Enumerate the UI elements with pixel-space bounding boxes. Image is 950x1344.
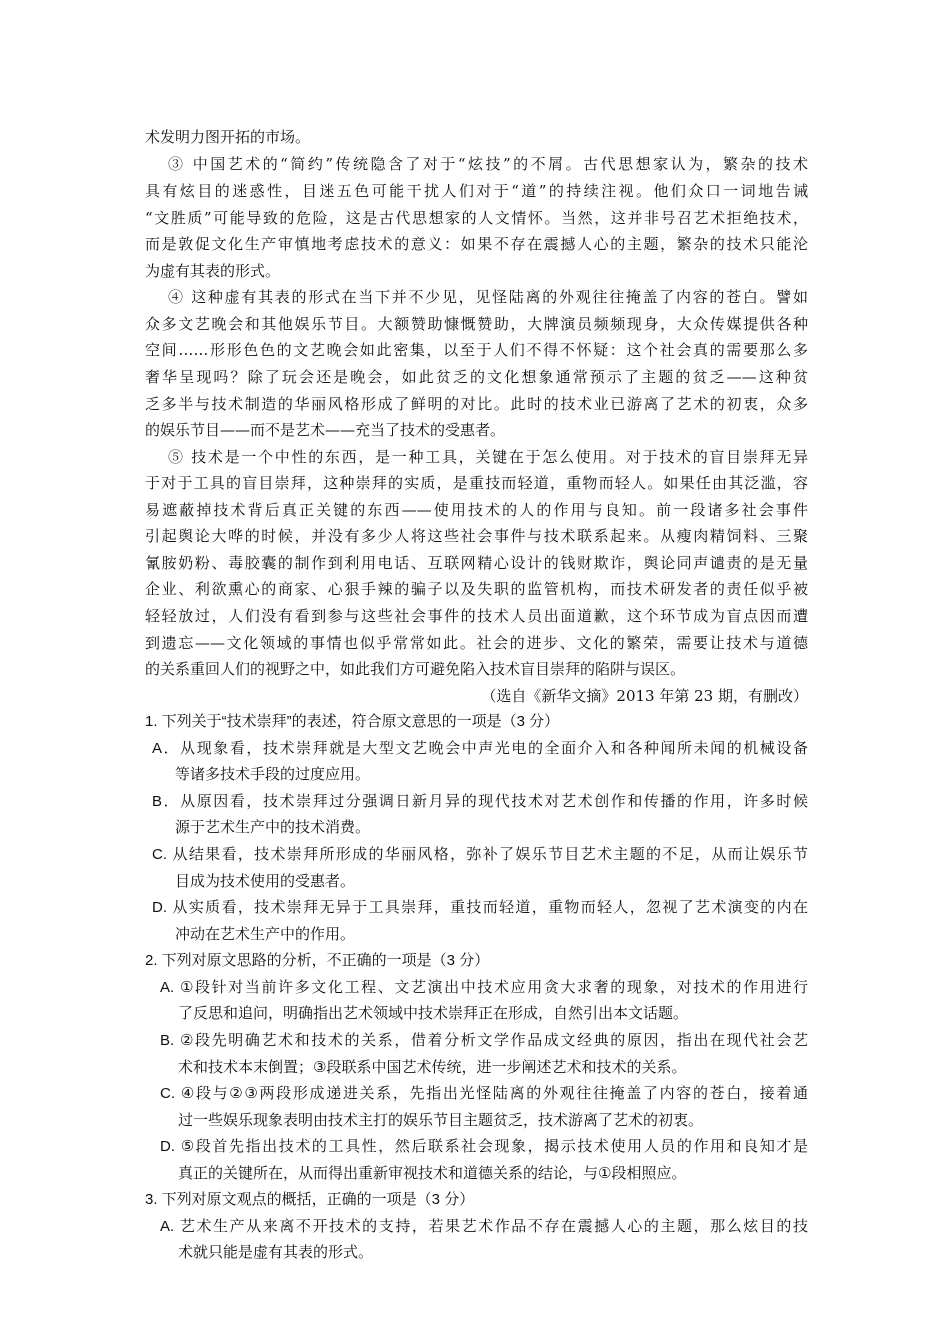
source-citation: （选自《新华文摘》2013 年第 23 期，有删改）	[481, 687, 808, 705]
question-2-option-c: C. ④段与②③两段形成递进关系，先指出光怪陆离的外观往往掩盖了内容的苍白，接着通	[160, 1085, 808, 1102]
paragraph-4-line: 空间……形形色色的文艺晚会如此密集，以至于人们不得不怀疑：这个社会真的需要那么多	[145, 341, 808, 359]
question-2-option-d: D. ⑤段首先指出技术的工具性，然后联系社会现象，揭示技术使用人员的作用和良知才是	[160, 1138, 808, 1155]
paragraph-4-line: 众多文艺晚会和其他娱乐节目。大额赞助慷慨赞助，大牌演员频频现身，大众传媒提供各种	[145, 315, 808, 333]
question-1-option-d: D. 从实质看，技术崇拜无异于工具崇拜，重技而轻道，重物而轻人，忽视了艺术演变的内在	[152, 899, 808, 916]
question-1-option-b-cont: 源于艺术生产中的技术消费。	[175, 819, 371, 836]
paragraph-4-line: ④ 这种虚有其表的形式在当下并不少见，见怪陆离的外观往往掩盖了内容的苍白。譬如	[168, 288, 808, 306]
question-1-option-a-cont: 等诸多技术手段的过度应用。	[175, 766, 371, 783]
paragraph-3-line: 具有炫目的迷惑性，目迷五色可能干扰人们对于“道”的持续注视。他们众口一词地告诫	[145, 182, 808, 200]
paragraph-3-line: “文胜质”可能导致的危险，这是古代思想家的人文情怀。当然，这并非号召艺术拒绝技术，	[145, 209, 808, 227]
paragraph-5-line: 企业、利欲熏心的商家、心狠手辣的骗子以及失职的监管机构，而技术研发者的责任似乎被	[145, 580, 808, 598]
question-1-option-b: B．从原因看，技术崇拜过分强调日新月异的现代技术对艺术创作和传播的作用，许多时候	[152, 793, 808, 810]
paragraph-5-line: 于对于工具的盲目崇拜，这种崇拜的实质，是重技而轻道，重物而轻人。如果任由其泛滥，容	[145, 474, 808, 492]
paragraph-5-line: 氰胺奶粉、毒胶囊的制作到利用电话、互联网精心设计的钱财欺诈，舆论同声谴责的是无量	[145, 554, 808, 572]
paragraph-3-line: 为虚有其表的形式。	[145, 262, 281, 280]
question-2-option-c-cont: 过一些娱乐现象表明由技术主打的娱乐节目主题贫乏，技术游离了艺术的初衷。	[178, 1112, 704, 1129]
paragraph-5-line: ⑤ 技术是一个中性的东西，是一种工具，关键在于怎么使用。对于技术的盲目崇拜无异	[168, 448, 808, 466]
paragraph-2-end: 术发明力图开拓的市场。	[145, 128, 311, 146]
question-1-option-c-cont: 目成为技术使用的受惠者。	[175, 873, 356, 890]
paragraph-5-line: 易遮蔽掉技术背后真正关键的东西——使用技术的人的作用与良知。前一段诸多社会事件	[145, 501, 808, 519]
question-3-stem: 3. 下列对原文观点的概括，正确的一项是（3 分）	[145, 1191, 475, 1208]
paragraph-4-line: 的娱乐节目——而不是艺术——充当了技术的受惠者。	[145, 421, 506, 439]
paragraph-5-line: 引起舆论大哗的时候，并没有多少人将这些社会事件与技术联系起来。从瘦肉精饲料、三聚	[145, 527, 808, 545]
question-2-option-d-cont: 真正的关键所在，从而得出重新审视技术和道德关系的结论，与①段相照应。	[178, 1165, 687, 1182]
question-1-option-c: C. 从结果看，技术崇拜所形成的华丽风格，弥补了娱乐节目艺术主题的不足，从而让娱乐节	[152, 846, 808, 863]
paragraph-4-line: 奢华呈现吗？除了玩会还是晚会，如此贫乏的文化想象通常预示了主题的贫乏——这种贫	[145, 368, 808, 386]
question-1-stem: 1. 下列关于“技术崇拜”的表述，符合原文意思的一项是（3 分）	[145, 713, 560, 730]
question-1-option-a: A．从现象看，技术崇拜就是大型文艺晚会中声光电的全面介入和各种闻所未闻的机械设备	[152, 740, 808, 757]
question-2-option-b: B. ②段先明确艺术和技术的关系，借着分析文学作品成文经典的原因，指出在现代社会艺	[160, 1032, 808, 1049]
paragraph-5-line: 轻轻放过，人们没有看到参与这些社会事件的技术人员出面道歉，这个环节成为盲点因而遭	[145, 607, 808, 625]
question-3-option-a: A. 艺术生产从来离不开技术的支持，若果艺术作品不存在震撼人心的主题，那么炫目的技	[160, 1218, 808, 1235]
question-2-stem: 2. 下列对原文思路的分析，不正确的一项是（3 分）	[145, 952, 490, 969]
paragraph-5-line: 到遗忘——文化领域的事情也似乎常常如此。社会的进步、文化的繁荣，需要让技术与道德	[145, 634, 808, 652]
paragraph-4-line: 乏多半与技术制造的华丽风格形成了鲜明的对比。此时的技术业已游离了艺术的初衷，众多	[145, 395, 808, 413]
question-2-option-b-cont: 术和技术本末倒置；③段联系中国艺术传统，进一步阐述艺术和技术的关系。	[178, 1059, 687, 1076]
paragraph-3-line: 而是敦促文化生产审慎地考虑技术的意义：如果不存在震撼人心的主题，繁杂的技术只能沦	[145, 235, 808, 253]
question-2-option-a: A. ①段针对当前许多文化工程、文艺演出中技术应用贪大求奢的现象，对技术的作用进行	[160, 979, 808, 996]
question-2-option-a-cont: 了反思和追问，明确指出艺术领域中技术崇拜正在形成，自然引出本文话题。	[178, 1005, 689, 1022]
question-3-option-a-cont: 术就只能是虚有其表的形式。	[178, 1244, 374, 1261]
paragraph-3-line: ③ 中国艺术的“简约”传统隐含了对于“炫技”的不屑。古代思想家认为，繁杂的技术	[168, 155, 808, 173]
paragraph-5-line: 的关系重回人们的视野之中，如此我们方可避免陷入技术盲目崇拜的陷阱与误区。	[145, 660, 686, 678]
question-1-option-d-cont: 冲动在艺术生产中的作用。	[175, 926, 356, 943]
